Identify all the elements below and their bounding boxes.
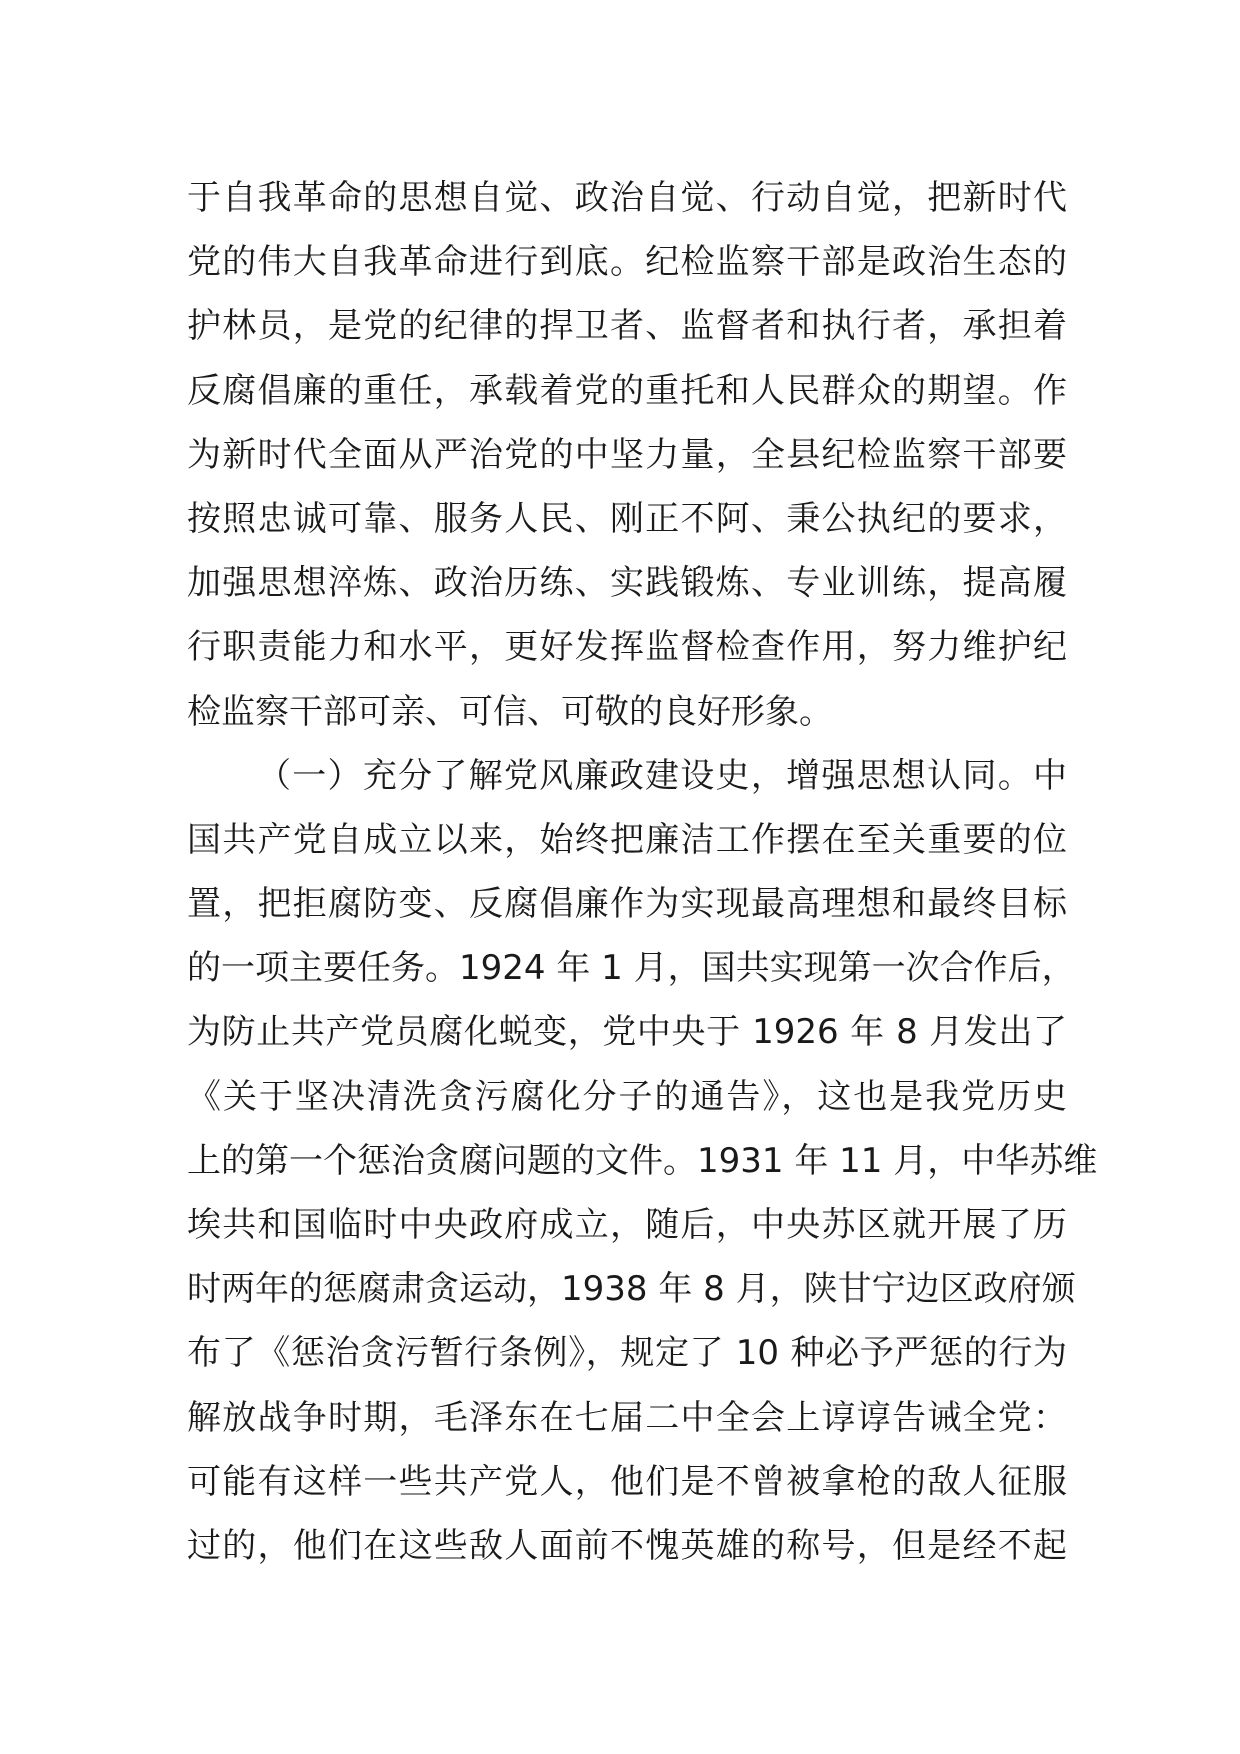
text-line: 党的伟大自我革命进行到底。纪检监察干部是政治生态的 (187, 242, 1067, 283)
text-line: 护林员，是党的纪律的捍卫者、监督者和执行者，承担着 (187, 306, 1067, 347)
text-line: 布了《惩治贪污暂行条例》，规定了 10 种必予严惩的行为 (187, 1333, 1067, 1374)
paragraph-end-line: 检监察干部可亲、可信、可敬的良好形象。 (187, 691, 833, 732)
text-line: 解放战争时期，毛泽东在七届二中全会上谆谆告诫全党： (187, 1397, 1067, 1438)
text-line: 埃共和国临时中央政府成立，随后，中央苏区就开展了历 (187, 1205, 1067, 1245)
body-text (187, 166, 1098, 1578)
text-line: 上的第一个惩治贪腐问题的文件。1931 年 11 月，中华苏维 (187, 1140, 1098, 1181)
section-heading-line: （一）充分了解党风廉政建设史，增强思想认同。中 (257, 755, 1067, 796)
text-line: 为新时代全面从严治党的中坚力量，全县纪检监察干部要 (187, 434, 1067, 475)
text-line: 置，把拒腐防变、反腐倡廉作为实现最高理想和最终目标 (187, 884, 1067, 925)
text-line: 行职责能力和水平，更好发挥监督检查作用，努力维护纪 (187, 627, 1067, 668)
text-line: 反腐倡廉的重任，承载着党的重托和人民群众的期望。作 (187, 370, 1067, 411)
text-line: 加强思想淬炼、政治历练、实践锻炼、专业训练，提高履 (187, 563, 1067, 604)
text-line: 时两年的惩腐肃贪运动，1938 年 8 月，陕甘宁边区政府颁 (187, 1269, 1076, 1310)
text-line: 按照忠诚可靠、服务人民、刚正不阿、秉公执纪的要求， (187, 498, 1067, 539)
text-line: 国共产党自成立以来，始终把廉洁工作摆在至关重要的位 (187, 819, 1067, 860)
text-line: 的一项主要任务。1924 年 1 月，国共实现第一次合作后， (187, 948, 1076, 989)
text-line: 《关于坚决清洗贪污腐化分子的通告》，这也是我党历史 (187, 1076, 1067, 1117)
text-line: 为防止共产党员腐化蜕变，党中央于 1926 年 8 月发出了 (187, 1012, 1067, 1053)
text-line: 可能有这样一些共产党人，他们是不曾被拿枪的敌人征服 (187, 1461, 1067, 1502)
text-line: 于自我革命的思想自觉、政治自觉、行动自觉，把新时代 (187, 178, 1067, 218)
text-line: 过的，他们在这些敌人面前不愧英雄的称号，但是经不起 (187, 1525, 1067, 1566)
